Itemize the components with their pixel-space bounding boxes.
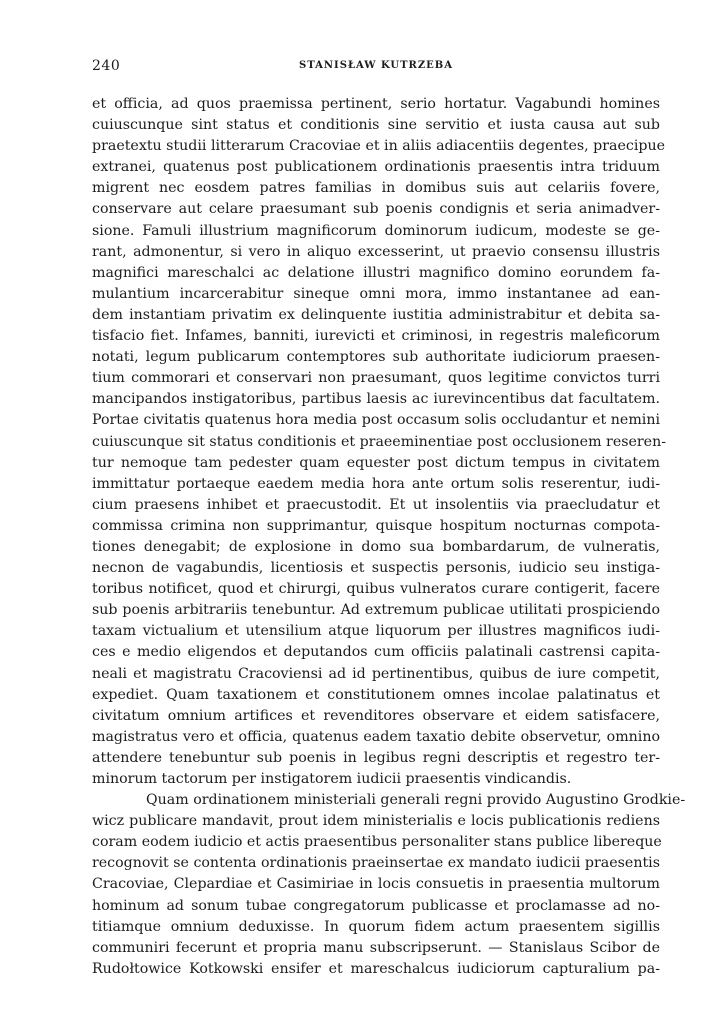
text-line: Rudołtowice Kotkowski ensifer et mareschalcus iudiciorum capturalium pa-: [92, 960, 660, 977]
text-line: tiones denegabit; de explosione in domo sua bombardarum, de vulneratis,: [92, 538, 660, 555]
text-line: expediet. Quam taxationem et constitutionem omnes incolae palatinatus et: [92, 686, 660, 703]
text-line: notati, legum publicarum contemptores sub authoritate iudiciorum praesen-: [92, 349, 660, 366]
page-number: 240: [92, 58, 121, 74]
text-line: rant, admonentur, si vero in aliquo excesserint, ut praevio consensu illustris: [92, 243, 660, 260]
text-line: mulantium incarcerabitur sineque omni mora, immo instantanee ad ean-: [92, 285, 660, 302]
text-line: Cracoviae, Clepardiae et Casimiriae in locis consuetis in praesentia multorum: [92, 876, 660, 893]
text-line: magnifici mareschalci ac delatione illustri magnifico domino eorundem fa-: [92, 264, 660, 281]
text-line: communiri fecerunt et propria manu subscripserunt. — Stanislaus Scibor de: [92, 939, 660, 956]
text-line: tur nemoque tam pedester quam equester post dictum tempus in civitatem: [92, 454, 660, 471]
paragraph-1: [92, 94, 667, 790]
text-line: cium praesens inhibet et praecustodit. Et ut insolentiis via praecludatur et: [92, 496, 660, 513]
text-line: et officia, ad quos praemissa pertinent, serio hortatur. Vagabundi homines: [92, 96, 660, 112]
text-line: Quam ordinationem ministeriali generali regni provido Augustino Grodkie-: [146, 792, 686, 809]
text-line: tisfacio fiet. Infames, banniti, iurevicti et criminosi, in regestris maleficorum: [92, 328, 660, 345]
text-line: dem instantiam privatim ex delinquente iustitia administrabitur et debita sa-: [92, 306, 660, 323]
page-header: [92, 58, 660, 78]
text-line: civitatum omnium artifices et revenditores observare et eidem satisfacere,: [92, 707, 660, 724]
text-line: hominum ad sonum tubae congregatorum publicasse et proclamasse ad no-: [92, 897, 660, 914]
text-line: toribus notificet, quod et chirurgi, quibus vulneratos curare contigerit, facere: [92, 581, 660, 598]
text-line: titiamque omnium deduxisse. In quorum fidem actum praesentem sigillis: [92, 918, 660, 935]
paragraph-2: [92, 790, 686, 980]
text-line: commissa crimina non supprimantur, quisque hospitum nocturnas compota-: [92, 517, 660, 534]
text-line: taxam victualium et utensilium atque liquorum per illustres magnificos iudi-: [92, 623, 660, 640]
text-line: wicz publicare mandavit, prout idem ministerialis e locis publicationis rediens: [92, 813, 660, 830]
text-line: neali et magistratu Cracoviensi ad id pertinentibus, quibus de iure competit,: [92, 665, 660, 682]
text-line: attendere tenebuntur sub poenis in legibus regni descriptis et regestro ter-: [92, 749, 660, 766]
text-line: necnon de vagabundis, licentiosis et suspectis personis, iudicio seu instiga-: [92, 560, 660, 577]
text-line: migrent nec eosdem patres familias in domibus suis aut celariis fovere,: [92, 180, 660, 197]
text-line: cuiuscunque sit status conditionis et praeeminentiae post occlusionem reseren-: [92, 433, 667, 450]
text-line: cuiuscunque sint status et conditionis sine servitio et iusta causa aut sub: [92, 117, 660, 134]
text-line: conservare aut celare praesumant sub poenis condignis et seria animadver-: [92, 201, 660, 218]
text-line: coram eodem iudicio et actis praesentibus personaliter stans publice libereque: [92, 834, 662, 851]
text-line: minorum tactorum per instigatorem iudicii praesentis vindicandis.: [92, 771, 572, 787]
text-line: extranei, quatenus post publicationem ordinationis praesentis intra triduum: [92, 159, 660, 176]
text-line: magistratus vero et officia, quatenus eadem taxatio debite observetur, omnino: [92, 728, 660, 745]
body-text: [92, 94, 686, 980]
text-line: tium commorari et conservari non praesumant, quos legitime convictos turri: [92, 370, 660, 387]
text-line: recognovit se contenta ordinationis praeinsertae ex mandato iudicii praesentis: [92, 855, 660, 872]
running-head: STANISŁAW KUTRZEBA: [299, 60, 453, 71]
text-line: sione. Famuli illustrium magnificorum dominorum iudicum, modeste se ge-: [92, 222, 660, 239]
text-line: mancipandos instigatoribus, partibus laesis ac iurevincentibus dat facultatem.: [92, 391, 660, 408]
text-line: praetextu studii litterarum Cracoviae et in aliis adiacentiis degentes, praecipue: [92, 138, 665, 155]
text-line: ces e medio eligendos et deputandos cum officiis palatinali castrensi capita-: [92, 644, 660, 661]
text-line: sub poenis arbitrariis tenebuntur. Ad extremum publicae utilitati prospiciendo: [92, 602, 660, 619]
text-line: immittatur portaeque eaedem media hora ante ortum solis reserentur, iudi-: [92, 475, 660, 492]
text-line: Portae civitatis quatenus hora media post occasum solis occludantur et nemini: [92, 412, 660, 429]
